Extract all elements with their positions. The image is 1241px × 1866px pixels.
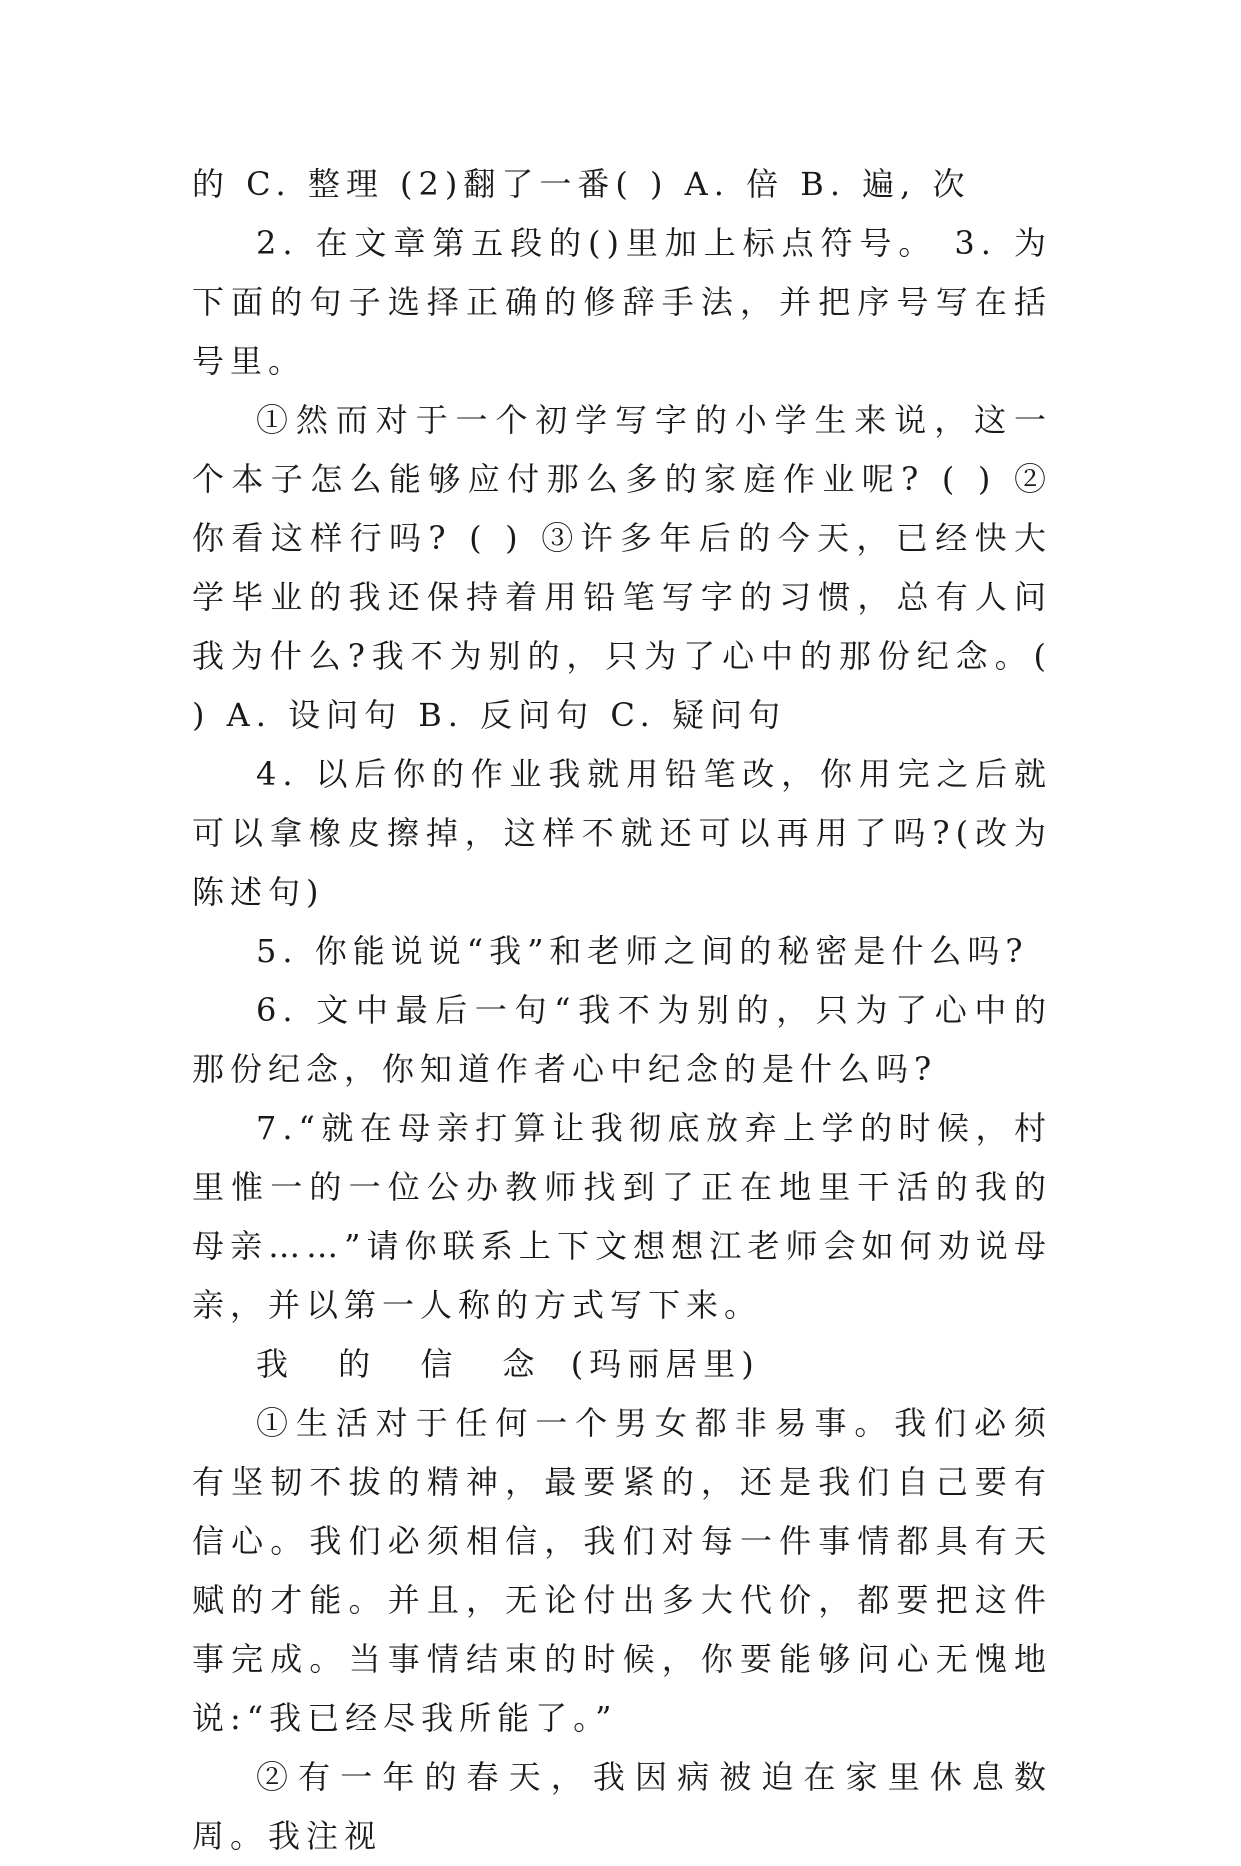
document-page [192,155,1052,1866]
question-6: 6. 文中最后一句“我不为别的，只为了心中的那份纪念，你知道作者心中纪念的是什么吗? [192,991,1052,1088]
question-7: 7.“就在母亲打算让我彻底放弃上学的时候，村里惟一的一位公办教师找到了正在地里干活的我的母亲……”请你联系上下文想想江老师会如何劝说母亲，并以第一人称的方式写下来。 [192,1109,1052,1324]
question-2-3: 2. 在文章第五段的()里加上标点符号。 3. 为下面的句子选择正确的修辞手法，并把序号写在括号里。 [192,224,1052,380]
essay-paragraph-2: ②有一年的春天，我因病被迫在家里休息数周。我注视 [192,1758,1052,1855]
essay-title-line [192,1335,1052,1394]
question-5: 5. 你能说说“我”和老师之间的秘密是什么吗? [256,932,1029,970]
question-3-sentences: ①然而对于一个初学写字的小学生来说，这一个本子怎么能够应付那么多的家庭作业呢? ( ) ②你看这样行吗? ( ) ③许多年后的今天，已经快大学毕业的我还保持着用铅笔写字的习惯，总有人问我为什么?我不为别的，只为了心中的那份纪念。( ) A. 设问句 B. 反问句 C. 疑问句 [192,401,1052,734]
question-4: 4. 以后你的作业我就用铅笔改，你用完之后就可以拿橡皮擦掉，这样不就还可以再用了吗?(改为陈述句) [192,755,1052,911]
essay-title: 我 的 信 念 [256,1345,555,1383]
essay-author: (玛丽居里) [570,1345,760,1383]
question-options-line: 的 C. 整理 (2)翻了一番( ) A. 倍 B. 遍, 次 [192,165,971,203]
essay-paragraph-1: ①生活对于任何一个男女都非易事。我们必须有坚韧不拔的精神，最要紧的，还是我们自己要有信心。我们必须相信，我们对每一件事情都具有天赋的才能。并且，无论付出多大代价，都要把这件事完成。当事情结束的时候，你要能够问心无愧地说:“我已经尽我所能了。” [192,1404,1052,1737]
